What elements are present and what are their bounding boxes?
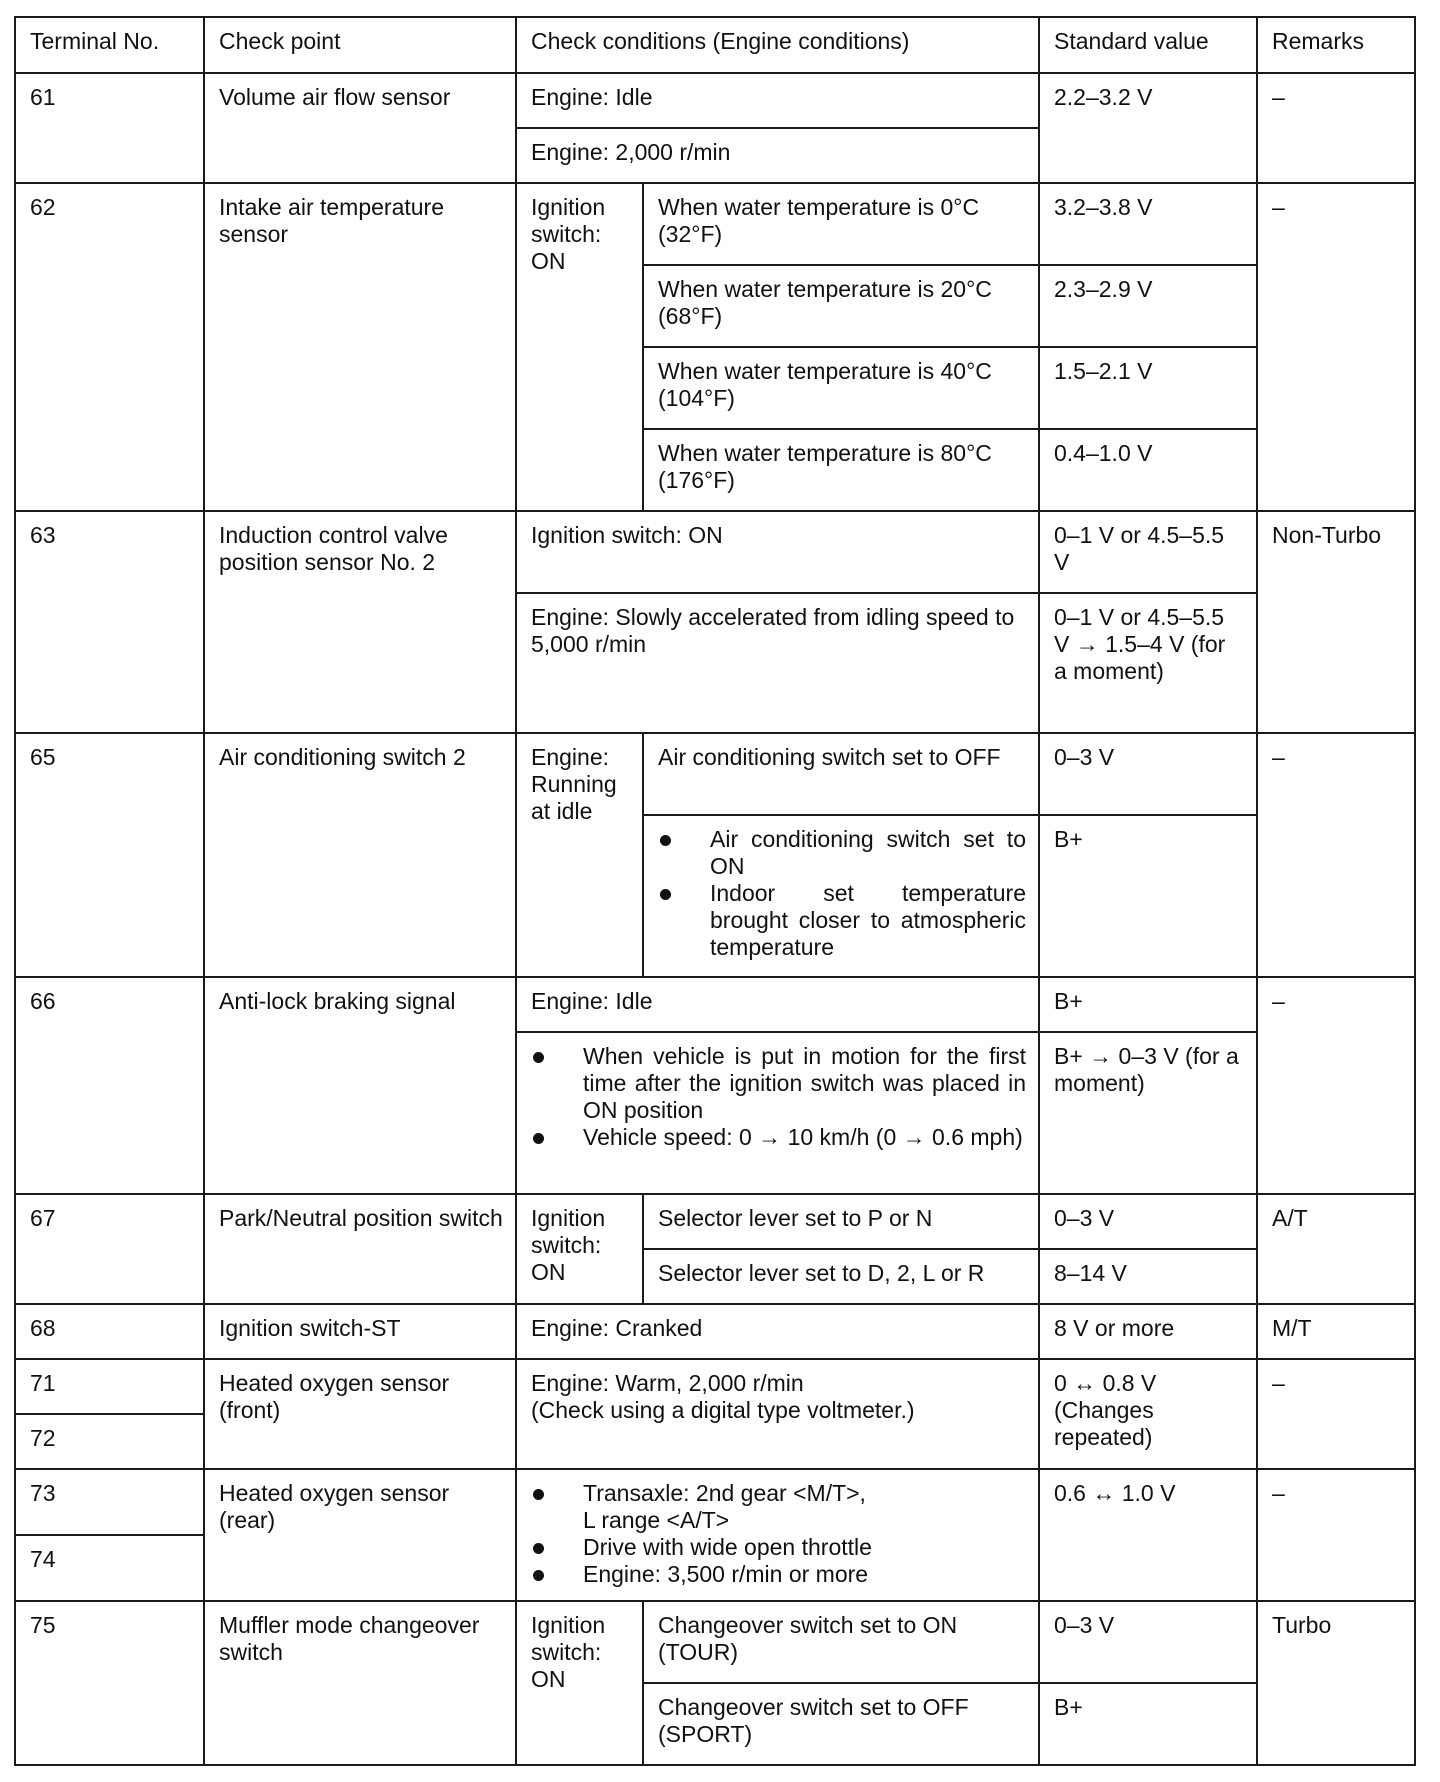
table-row: [15, 1304, 1415, 1359]
bullet-item: Air conditioning switch set to ON: [658, 826, 1026, 880]
bullet-item: Vehicle speed: 0 → 10 km/h (0 → 0.6 mph): [531, 1124, 1026, 1151]
standard-value: 0–3 V: [1039, 1601, 1257, 1683]
sub-condition: Selector lever set to P or N: [643, 1194, 1039, 1249]
terminal-number: 73: [15, 1469, 204, 1535]
terminal-number: 71: [15, 1359, 204, 1414]
bullet-item: When vehicle is put in motion for the first time after the ignition switch was placed in ON position: [531, 1043, 1026, 1124]
check-point: Ignition switch-ST: [204, 1304, 516, 1359]
terminal-number: 68: [15, 1304, 204, 1359]
header-conditions: Check conditions (Engine conditions): [516, 17, 1039, 73]
remarks: –: [1257, 73, 1415, 183]
bullet-line: L range <A/T>: [583, 1507, 730, 1533]
remarks: –: [1257, 1469, 1415, 1601]
check-condition: Engine: 2,000 r/min: [516, 128, 1039, 183]
sub-condition: Selector lever set to D, 2, L or R: [643, 1249, 1039, 1304]
remarks: M/T: [1257, 1304, 1415, 1359]
standard-value: B+: [1039, 977, 1257, 1032]
header-standard-value: Standard value: [1039, 17, 1257, 73]
check-point: Muffler mode changeover switch: [204, 1601, 516, 1765]
check-condition: Engine: Cranked: [516, 1304, 1039, 1359]
check-point: Anti-lock braking signal: [204, 977, 516, 1194]
check-condition: [516, 1032, 1039, 1194]
header-terminal: Terminal No.: [15, 17, 204, 73]
sub-condition: Air conditioning switch set to OFF: [643, 733, 1039, 815]
sub-condition: [643, 815, 1039, 977]
standard-value: 3.2–3.8 V: [1039, 183, 1257, 265]
table-row: [15, 1469, 1415, 1535]
standard-value: 0 ↔ 0.8 V (Changes repeated): [1039, 1359, 1257, 1469]
remarks: Turbo: [1257, 1601, 1415, 1765]
terminal-number: 61: [15, 73, 204, 183]
sub-condition: Changeover switch set to ON (TOUR): [643, 1601, 1039, 1683]
standard-value: B+: [1039, 815, 1257, 977]
spec-sheet: [14, 16, 1414, 1766]
check-point: Air conditioning switch 2: [204, 733, 516, 977]
table-row: [15, 511, 1415, 593]
standard-value: 0–1 V or 4.5–5.5 V → 1.5–4 V (for a moment): [1039, 593, 1257, 733]
table-row: [15, 977, 1415, 1032]
standard-value: 2.3–2.9 V: [1039, 265, 1257, 347]
bullet-item: Indoor set temperature brought closer to atmospheric temperature: [658, 880, 1026, 961]
condition-line: (Check using a digital type voltmeter.): [531, 1397, 915, 1423]
table-row: [15, 1601, 1415, 1683]
standard-value: B+ → 0–3 V (for a moment): [1039, 1032, 1257, 1194]
remarks: –: [1257, 977, 1415, 1194]
bullet-item: Drive with wide open throttle: [531, 1534, 1026, 1561]
sub-condition: When water temperature is 0°C (32°F): [643, 183, 1039, 265]
condition-group: Ignition switch: ON: [516, 1194, 643, 1304]
condition-group: Engine: Running at idle: [516, 733, 643, 977]
bullet-line: Transaxle: 2nd gear <M/T>,: [583, 1480, 866, 1506]
check-point: Heated oxygen sensor (rear): [204, 1469, 516, 1601]
check-point: Volume air flow sensor: [204, 73, 516, 183]
condition-group: Ignition switch: ON: [516, 1601, 643, 1765]
condition-group: Ignition switch: ON: [516, 183, 643, 511]
table-row: [15, 1194, 1415, 1249]
check-condition: Engine: Idle: [516, 73, 1039, 128]
standard-value: 1.5–2.1 V: [1039, 347, 1257, 429]
check-point: Induction control valve position sensor No. 2: [204, 511, 516, 733]
table-row: [15, 73, 1415, 128]
remarks: A/T: [1257, 1194, 1415, 1304]
check-condition: Engine: Idle: [516, 977, 1039, 1032]
bullet-item: Engine: 3,500 r/min or more: [531, 1561, 1026, 1588]
sub-condition: Changeover switch set to OFF (SPORT): [643, 1683, 1039, 1765]
terminal-number: 75: [15, 1601, 204, 1765]
table-row: [15, 733, 1415, 815]
standard-value: 0–1 V or 4.5–5.5 V: [1039, 511, 1257, 593]
bullet-list: [531, 1480, 1026, 1588]
remarks: –: [1257, 1359, 1415, 1469]
header-remarks: Remarks: [1257, 17, 1415, 73]
check-condition: [516, 1469, 1039, 1601]
standard-value: 0–3 V: [1039, 733, 1257, 815]
terminal-number: 72: [15, 1414, 204, 1469]
check-condition: Engine: Slowly accelerated from idling speed to 5,000 r/min: [516, 593, 1039, 733]
check-point: Park/Neutral position switch: [204, 1194, 516, 1304]
standard-value: 8 V or more: [1039, 1304, 1257, 1359]
header-row: [15, 17, 1415, 73]
remarks: Non-Turbo: [1257, 511, 1415, 733]
bullet-item: [531, 1480, 1026, 1534]
sub-condition: When water temperature is 80°C (176°F): [643, 429, 1039, 511]
bullet-list: [658, 826, 1026, 961]
terminal-number: 62: [15, 183, 204, 511]
table-row: [15, 1359, 1415, 1414]
header-check-point: Check point: [204, 17, 516, 73]
terminal-check-table: [14, 16, 1416, 1766]
sub-condition: When water temperature is 20°C (68°F): [643, 265, 1039, 347]
standard-value: B+: [1039, 1683, 1257, 1765]
check-point: Intake air temperature sensor: [204, 183, 516, 511]
terminal-number: 65: [15, 733, 204, 977]
standard-value: 8–14 V: [1039, 1249, 1257, 1304]
terminal-number: 63: [15, 511, 204, 733]
check-condition: [516, 1359, 1039, 1469]
table-row: [15, 183, 1415, 265]
standard-value: 2.2–3.2 V: [1039, 73, 1257, 183]
terminal-number: 74: [15, 1535, 204, 1601]
sub-condition: When water temperature is 40°C (104°F): [643, 347, 1039, 429]
bullet-list: [531, 1043, 1026, 1151]
standard-value: 0–3 V: [1039, 1194, 1257, 1249]
standard-value: 0.6 ↔ 1.0 V: [1039, 1469, 1257, 1601]
standard-value: 0.4–1.0 V: [1039, 429, 1257, 511]
remarks: –: [1257, 183, 1415, 511]
terminal-number: 67: [15, 1194, 204, 1304]
remarks: –: [1257, 733, 1415, 977]
check-point: Heated oxygen sensor (front): [204, 1359, 516, 1469]
terminal-number: 66: [15, 977, 204, 1194]
check-condition: Ignition switch: ON: [516, 511, 1039, 593]
condition-line: Engine: Warm, 2,000 r/min: [531, 1370, 804, 1396]
